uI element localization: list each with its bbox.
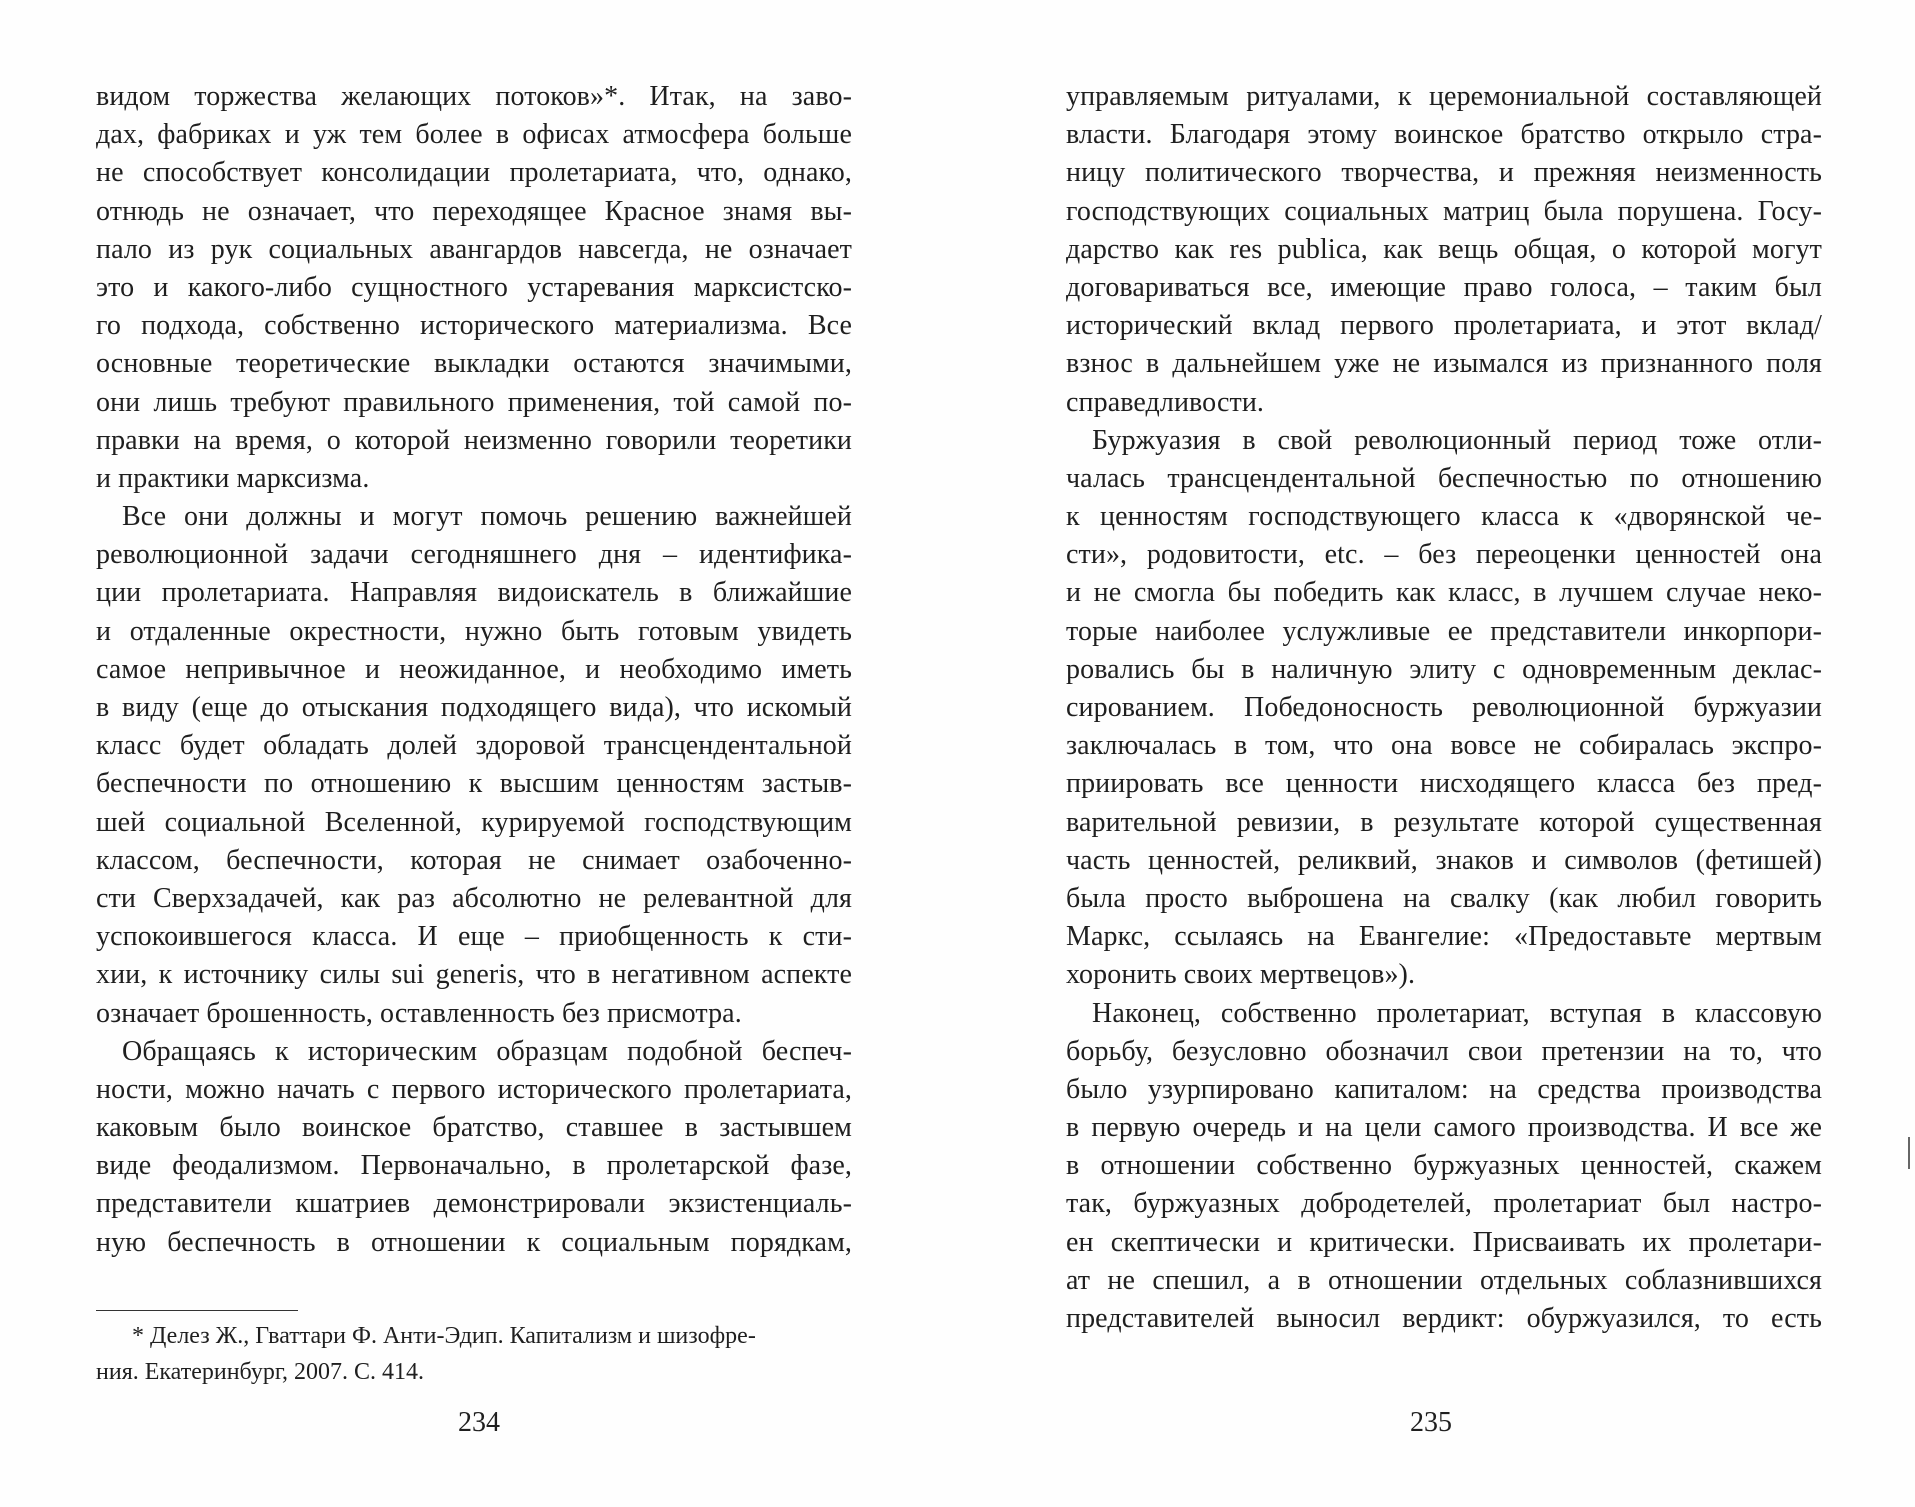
text-line: сти», родовитости, etc. – без переоценки ценностей она (1066, 539, 1822, 571)
text-line: хоронить своих мертвецов»). (1066, 959, 1416, 991)
text-line: в первую очередь и на цели самого производства. И все же (1066, 1112, 1822, 1144)
text-line: каковым было воинское братство, ставшее в застывшем (96, 1112, 852, 1144)
left-page-text (96, 78, 852, 1262)
text-line: власти. Благодаря этому воинское братство открыло стра- (1066, 119, 1822, 151)
text-line: варительной ревизии, в результате которой существенная (1066, 806, 1822, 838)
text-line: правки на время, о которой неизменно говорили теоретики (96, 424, 852, 456)
text-line: торые наиболее услужливые ее представители инкорпори- (1066, 615, 1822, 647)
text-line: дах, фабриках и уж тем более в офисах атмосфера больше (96, 119, 852, 151)
text-line: ат не спешил, а в отношении отдельных соблазнившихся (1066, 1264, 1822, 1296)
text-line: ности, можно начать с первого исторического пролетариата, (96, 1073, 852, 1105)
text-line: означает брошенность, оставленность без присмотра. (96, 997, 742, 1029)
text-line: приировать все ценности нисходящего класса без пред- (1066, 768, 1822, 800)
text-line: к ценностям господствующего класса к «дворянской че- (1066, 501, 1822, 533)
text-line: и отдаленные окрестности, нужно быть готовым увидеть (96, 615, 852, 647)
text-line: это и какого-либо сущностного устаревания марксистско- (96, 271, 852, 303)
right-page-text (1066, 78, 1822, 1338)
text-line: самое непривычное и неожиданное, и необходимо иметь (96, 653, 852, 685)
text-line: ную беспечность в отношении к социальным порядкам, (96, 1226, 852, 1258)
text-line: пало из рук социальных авангардов навсегда, не означает (96, 233, 852, 265)
text-line: дарство как res publica, как вещь общая, о которой могут (1066, 233, 1822, 265)
text-line: часть ценностей, реликвий, знаков и символов (фетишей) (1066, 844, 1822, 876)
text-line: договариваться все, имеющие право голоса, – таким был (1066, 271, 1822, 303)
page-number-right: 235 (1410, 1407, 1452, 1438)
text-line: сти Сверхзадачей, как раз абсолютно не релевантной для (96, 882, 852, 914)
page-edge-mark (1908, 1137, 1910, 1169)
text-line: в виду (еще до отыскания подходящего вида), что искомый (96, 692, 852, 723)
text-line: и практики марксизма. (96, 462, 370, 494)
text-line: не способствует консолидации пролетариата, что, однако, (96, 157, 852, 189)
text-line: сированием. Победоносность революционной буржуазии (1066, 692, 1822, 723)
text-line: класс будет обладать долей здоровой трансцендентальной (96, 730, 852, 762)
text-line: заключалась в том, что она вовсе не собиралась экспро- (1066, 730, 1822, 762)
text-line: ницу политического творчества, и прежняя неизменность (1066, 157, 1822, 189)
footnote-divider (96, 1310, 298, 1311)
text-line: было узурпировано капиталом: на средства производства (1066, 1073, 1822, 1105)
text-line: борьбу, безусловно обозначил свои претензии на то, что (1066, 1035, 1822, 1067)
footnote-line: * Делез Ж., Гваттари Ф. Анти-Эдип. Капитализм и шизофре- (132, 1323, 756, 1349)
text-line: и не смогла бы победить как класс, в лучшем случае неко- (1066, 577, 1822, 609)
text-line: го подхода, собственно исторического материализма. Все (96, 310, 852, 342)
text-line: классом, беспечности, которая не снимает озабоченно- (96, 844, 852, 876)
text-line: основные теоретические выкладки остаются значимыми, (96, 348, 852, 380)
text-line: революционной задачи сегодняшнего дня – идентифика- (96, 539, 852, 571)
text-line: Все они должны и могут помочь решению важнейшей (122, 501, 852, 533)
text-line: господствующих социальных матриц была порушена. Госу- (1066, 195, 1822, 227)
text-line: Буржуазия в свой революционный период тоже отли- (1092, 424, 1822, 456)
text-line: взнос в дальнейшем уже не изымался из признанного поля (1066, 348, 1822, 380)
text-line: управляемым ритуалами, к церемониальной составляющей (1066, 81, 1822, 112)
footnote-line: ния. Екатеринбург, 2007. С. 414. (96, 1359, 424, 1385)
text-line: ен скептически и критически. Присваивать их пролетари- (1066, 1226, 1822, 1258)
page-number-left: 234 (458, 1407, 500, 1438)
text-line: представителей выносил вердикт: обуржуазился, то есть (1066, 1303, 1822, 1334)
text-line: представители кшатриев демонстрировали экзистенциаль- (96, 1188, 852, 1220)
text-line: справедливости. (1066, 386, 1265, 418)
text-line: чалась трансцендентальной беспечностью по отношению (1066, 462, 1822, 494)
text-line: виде феодализмом. Первоначально, в пролетарской фазе, (96, 1150, 852, 1182)
text-line: Маркс, ссылаясь на Евангелие: «Предоставьте мертвым (1066, 921, 1822, 953)
text-line: так, буржуазных добродетелей, пролетариат был настро- (1066, 1188, 1822, 1220)
text-line: видом торжества желающих потоков»*. Итак, на заво- (96, 81, 852, 112)
text-line: ровались бы в наличную элиту с одновременным деклас- (1066, 653, 1822, 685)
text-line: была просто выброшена на свалку (как любил говорить (1066, 882, 1822, 914)
text-line: в отношении собственно буржуазных ценностей, скажем (1066, 1150, 1822, 1182)
text-line: ции пролетариата. Направляя видоискатель в ближайшие (96, 577, 852, 609)
text-line: успокоившегося класса. И еще – приобщенность к сти- (96, 921, 852, 953)
text-line: хии, к источнику силы sui generis, что в негативном аспекте (96, 959, 852, 991)
text-line: исторический вклад первого пролетариата, и этот вклад/ (1066, 310, 1822, 342)
text-line: Обращаясь к историческим образцам подобной беспеч- (122, 1035, 852, 1067)
text-line: они лишь требуют правильного применения, той самой по- (96, 386, 852, 418)
text-line: беспечности по отношению к высшим ценностям застыв- (96, 768, 852, 800)
text-line: отнюдь не означает, что переходящее Красное знамя вы- (96, 195, 852, 227)
text-line: Наконец, собственно пролетариат, вступая в классовую (1092, 997, 1822, 1029)
text-line: шей социальной Вселенной, курируемой господствующим (96, 806, 852, 838)
footnote (96, 1318, 852, 1390)
